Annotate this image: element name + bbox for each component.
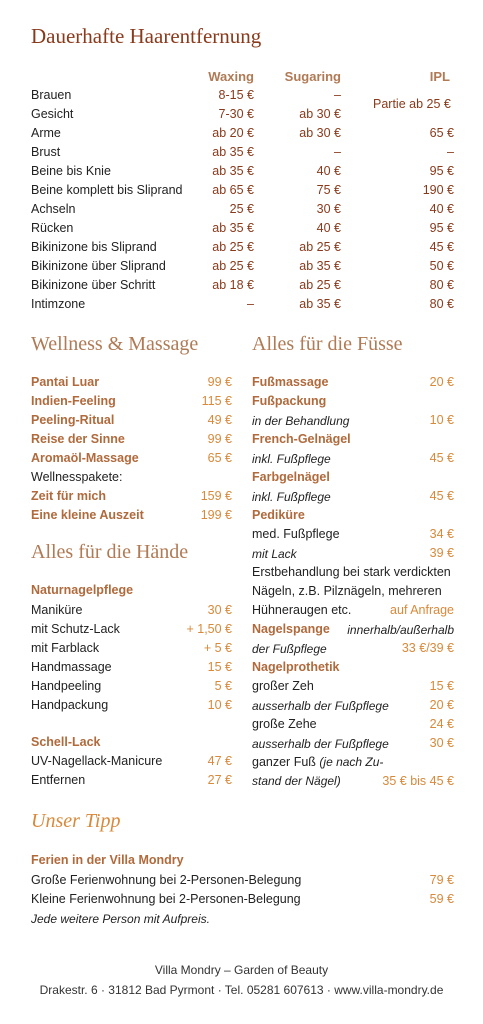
nagelspange-note: innerhalb/außerhalb xyxy=(347,623,454,637)
hair-row-label: Achseln xyxy=(31,202,76,216)
french-inkl-label: inkl. Fußpflege xyxy=(252,452,331,466)
haende-item-price: + 5 € xyxy=(203,641,232,655)
ganzer-fuss-note: (je nach Zu- xyxy=(319,755,384,769)
haende-item-price: 15 € xyxy=(207,660,232,674)
ganzer-fuss-price: 35 € bis 45 € xyxy=(382,774,454,788)
schell-lack-item-price: 47 € xyxy=(207,754,232,768)
hair-row-sugaring: 40 € xyxy=(316,164,341,178)
hair-row-label: Bikinizone über Sliprand xyxy=(31,259,166,273)
footer-address: Drakestr. 6 · 31812 Bad Pyrmont · Tel. 05281 607613 · www.villa-mondry.de xyxy=(39,983,444,997)
ferien-row-2-label: Kleine Ferienwohnung bei 2-Personen-Belegung xyxy=(31,892,301,906)
erstbehandlung-line-2: Nägeln, z.B. Pilznägeln, mehreren xyxy=(252,584,442,598)
col-header-ipl: IPL xyxy=(429,69,450,84)
haende-item-label: mit Farblack xyxy=(31,641,100,655)
hair-row-ipl: 95 € xyxy=(429,221,454,235)
nagelprothetik-label: Nagelprothetik xyxy=(252,660,340,674)
hair-row-sugaring: 40 € xyxy=(316,221,341,235)
hair-row-waxing: ab 25 € xyxy=(212,259,254,273)
ganzer-fuss-label xyxy=(252,755,383,769)
wellness-item-label: Eine kleine Auszeit xyxy=(31,508,144,522)
ausserhalb-1-price: 20 € xyxy=(429,698,454,712)
haende-item-label: mit Schutz-Lack xyxy=(31,622,120,636)
haende-item-label: Handmassage xyxy=(31,660,112,674)
hair-row-sugaring: – xyxy=(334,88,341,102)
hair-row-ipl: 80 € xyxy=(429,278,454,292)
hair-row-waxing: ab 65 € xyxy=(212,183,254,197)
hair-row-label: Brust xyxy=(31,145,61,159)
haende-item-price: 10 € xyxy=(207,698,232,712)
wellness-item-label: Aromaöl-Massage xyxy=(31,451,139,465)
wellness-item-price: 115 € xyxy=(201,394,232,408)
wellness-item-label: Indien-Feeling xyxy=(31,394,116,408)
hair-row-sugaring: ab 30 € xyxy=(299,107,341,121)
hair-title: Dauerhafte Haarentfernung xyxy=(31,24,262,48)
hair-row-label: Bikinizone bis Sliprand xyxy=(31,240,157,254)
haende-item-label: Handpackung xyxy=(31,698,109,712)
ferien-row-2-price: 59 € xyxy=(429,892,454,906)
haende-item-price: 30 € xyxy=(207,603,232,617)
fuesse-title: Alles für die Füsse xyxy=(252,333,403,355)
hair-row-ipl: 80 € xyxy=(429,297,454,311)
hair-row-ipl: 40 € xyxy=(429,202,454,216)
ferien-row-1-label: Große Ferienwohnung bei 2-Personen-Belegung xyxy=(31,873,302,887)
hair-row-waxing: ab 35 € xyxy=(212,145,254,159)
hair-row-sugaring: 75 € xyxy=(316,183,341,197)
hair-row-waxing: ab 25 € xyxy=(212,240,254,254)
fusspackung-label: Fußpackung xyxy=(252,394,327,408)
pedikuere-label: Pediküre xyxy=(252,508,305,522)
french-price: 45 € xyxy=(429,451,454,465)
ausserhalb-1-label: ausserhalb der Fußpflege xyxy=(252,699,389,713)
wellness-item-price: 199 € xyxy=(200,508,232,522)
farbgelnaegel-label: Farbgelnägel xyxy=(252,470,330,484)
ganzer-fuss-sub: stand der Nägel) xyxy=(252,774,341,788)
hair-row-label: Brauen xyxy=(31,88,72,102)
grosser-zeh-label: großer Zeh xyxy=(252,679,314,693)
hair-row-sugaring: ab 35 € xyxy=(299,297,341,311)
haende-item-label: Handpeeling xyxy=(31,679,102,693)
hair-row-sugaring: 30 € xyxy=(316,202,341,216)
erstbehandlung-line-3: Hühneraugen etc. xyxy=(252,603,352,617)
grosse-zehe-label: große Zehe xyxy=(252,717,317,731)
hair-row-ipl: – xyxy=(447,145,454,159)
mit-lack-label: mit Lack xyxy=(252,547,297,561)
ganzer-fuss-text: ganzer Fuß xyxy=(252,755,316,769)
ausserhalb-2-label: ausserhalb der Fußpflege xyxy=(252,737,389,751)
wellness-item-price: 99 € xyxy=(207,375,232,389)
hair-row-sugaring: ab 25 € xyxy=(299,278,341,292)
haende-item-price: 5 € xyxy=(214,679,232,693)
hair-row-ipl: 65 € xyxy=(429,126,454,140)
wellness-item-price: 159 € xyxy=(200,489,232,503)
mit-lack-price: 39 € xyxy=(429,546,454,560)
fussmassage-price: 20 € xyxy=(429,375,454,389)
in-behandlung-label: in der Behandlung xyxy=(252,414,350,428)
wellness-item-price: 65 € xyxy=(207,451,232,465)
schell-lack-header: Schell-Lack xyxy=(31,735,101,749)
schell-lack-item-label: UV-Nagellack-Manicure xyxy=(31,754,163,768)
schell-lack-item-price: 27 € xyxy=(207,773,232,787)
erstbehandlung-line-1: Erstbehandlung bei stark verdickten xyxy=(252,565,451,579)
wellness-item-price: 49 € xyxy=(207,413,232,427)
hair-row-waxing: – xyxy=(247,297,254,311)
hair-row-label: Beine komplett bis Sliprand xyxy=(31,183,183,197)
hair-row-waxing: ab 35 € xyxy=(212,221,254,235)
in-behandlung-price: 10 € xyxy=(429,413,454,427)
ferien-header: Ferien in der Villa Mondry xyxy=(31,853,184,867)
naturnagelpflege-header: Naturnagelpflege xyxy=(31,583,134,597)
tipp-title: Unser Tipp xyxy=(31,810,121,832)
footer-brand: Villa Mondry – Garden of Beauty xyxy=(154,963,329,977)
farbgel-inkl-label: inkl. Fußpflege xyxy=(252,490,331,504)
grosse-zehe-price: 24 € xyxy=(429,717,454,731)
col-header-waxing: Waxing xyxy=(208,69,254,84)
hair-row-label: Beine bis Knie xyxy=(31,164,111,178)
ferien-note: Jede weitere Person mit Aufpreis. xyxy=(31,912,210,926)
hair-row-waxing: 25 € xyxy=(229,202,254,216)
hair-row-ipl: 190 € xyxy=(422,183,454,197)
ipl-partie-price: Partie ab 25 € xyxy=(373,97,451,111)
nagelspange-sub: der Fußpflege xyxy=(252,642,327,656)
wellness-item-label: Peeling-Ritual xyxy=(31,413,115,427)
nagelspange-label: Nagelspange xyxy=(252,622,330,636)
ferien-row-1-price: 79 € xyxy=(429,873,454,887)
hair-row-waxing: ab 18 € xyxy=(212,278,254,292)
hair-row-waxing: 7-30 € xyxy=(218,107,254,121)
grosser-zeh-price: 15 € xyxy=(429,679,454,693)
hair-row-waxing: 8-15 € xyxy=(218,88,254,102)
hair-row-ipl: 95 € xyxy=(429,164,454,178)
hair-row-sugaring: – xyxy=(334,145,341,159)
wellness-item-label: Wellnesspakete: xyxy=(31,470,123,484)
hair-row-sugaring: ab 30 € xyxy=(299,126,341,140)
wellness-item-price: 99 € xyxy=(207,432,232,446)
hair-row-label: Bikinizone über Schritt xyxy=(31,278,156,292)
hair-row-ipl: 50 € xyxy=(429,259,454,273)
col-header-sugaring: Sugaring xyxy=(284,69,341,84)
med-fusspflege-price: 34 € xyxy=(429,527,454,541)
hair-row-label: Intimzone xyxy=(31,297,86,311)
french-gelnaegel-label: French-Gelnägel xyxy=(252,432,351,446)
nagelspange-price: 33 €/39 € xyxy=(401,641,454,655)
hair-row-waxing: ab 20 € xyxy=(212,126,254,140)
hair-row-waxing: ab 35 € xyxy=(212,164,254,178)
haende-title: Alles für die Hände xyxy=(31,541,189,563)
fussmassage-label: Fußmassage xyxy=(252,375,329,389)
haende-item-price: + 1,50 € xyxy=(186,622,232,636)
ausserhalb-2-price: 30 € xyxy=(429,736,454,750)
schell-lack-item-label: Entfernen xyxy=(31,773,86,787)
med-fusspflege-label: med. Fußpflege xyxy=(252,527,340,541)
hair-row-ipl: 45 € xyxy=(429,240,454,254)
auf-anfrage-price: auf Anfrage xyxy=(390,603,454,617)
farbgel-price: 45 € xyxy=(429,489,454,503)
wellness-title: Wellness & Massage xyxy=(31,333,199,355)
wellness-item-label: Zeit für mich xyxy=(31,489,107,503)
hair-row-label: Arme xyxy=(31,126,61,140)
hair-row-sugaring: ab 25 € xyxy=(299,240,341,254)
haende-item-label: Maniküre xyxy=(31,603,83,617)
wellness-item-label: Pantai Luar xyxy=(31,375,100,389)
hair-row-label: Rücken xyxy=(31,221,74,235)
wellness-item-label: Reise der Sinne xyxy=(31,432,125,446)
hair-row-label: Gesicht xyxy=(31,107,74,121)
hair-row-sugaring: ab 35 € xyxy=(299,259,341,273)
